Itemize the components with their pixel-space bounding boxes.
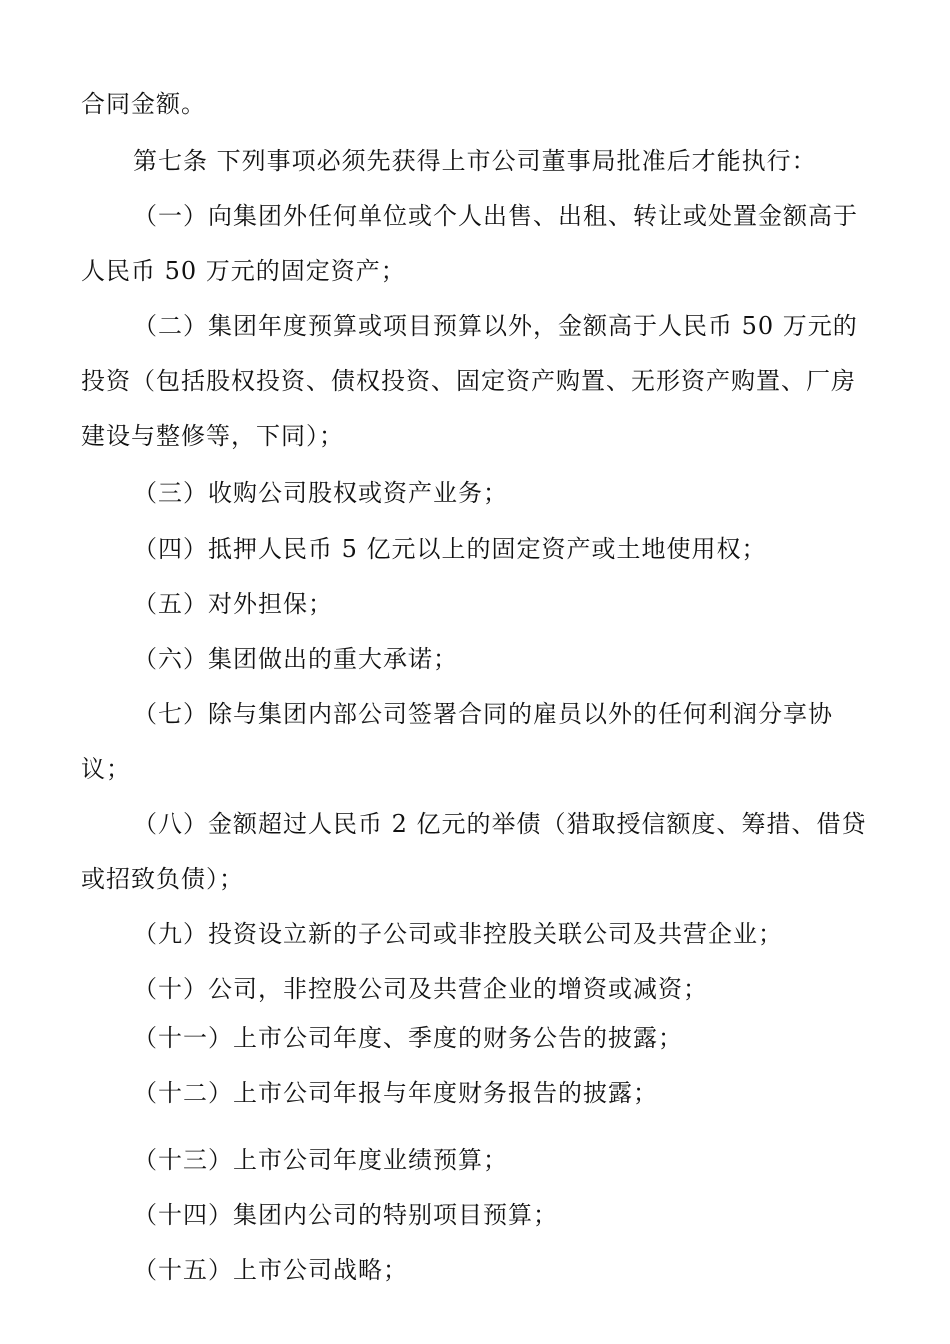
- text-line: （十四）集团内公司的特别项目预算；: [133, 1201, 558, 1229]
- text-line: （五）对外担保；: [133, 590, 333, 618]
- text-line: （十一）上市公司年度、季度的财务公告的披露；: [133, 1024, 683, 1052]
- text-line: （七）除与集团内部公司签署合同的雇员以外的任何利润分享协: [133, 700, 833, 728]
- text-line: （十三）上市公司年度业绩预算；: [133, 1146, 508, 1174]
- text-line: （十五）上市公司战略；: [133, 1256, 408, 1284]
- text-line: （十）公司，非控股公司及共营企业的增资或减资；: [133, 975, 708, 1003]
- text-line: （八）金额超过人民币 2 亿元的举债（猎取授信额度、筹措、借贷: [133, 810, 867, 838]
- text-line: 议；: [81, 755, 131, 783]
- text-line: 投资（包括股权投资、债权投资、固定资产购置、无形资产购置、厂房: [81, 367, 856, 395]
- text-line: （二）集团年度预算或项目预算以外，金额高于人民币 50 万元的: [133, 312, 858, 340]
- text-line: （四）抵押人民币 5 亿元以上的固定资产或土地使用权；: [133, 535, 767, 563]
- text-line: （三）收购公司股权或资产业务；: [133, 479, 508, 507]
- text-line: （一）向集团外任何单位或个人出售、出租、转让或处置金额高于: [133, 202, 858, 230]
- text-line: （九）投资设立新的子公司或非控股关联公司及共营企业；: [133, 920, 783, 948]
- text-line: （六）集团做出的重大承诺；: [133, 645, 458, 673]
- text-line: 或招致负债）；: [81, 865, 244, 893]
- text-line: （十二）上市公司年报与年度财务报告的披露；: [133, 1079, 658, 1107]
- article-heading: 第七条 下列事项必须先获得上市公司董事局批准后才能执行：: [133, 147, 817, 175]
- text-line: 合同金额。: [81, 90, 206, 118]
- text-line: 人民币 50 万元的固定资产；: [81, 257, 406, 285]
- text-line: 建设与整修等，下同）；: [81, 422, 344, 450]
